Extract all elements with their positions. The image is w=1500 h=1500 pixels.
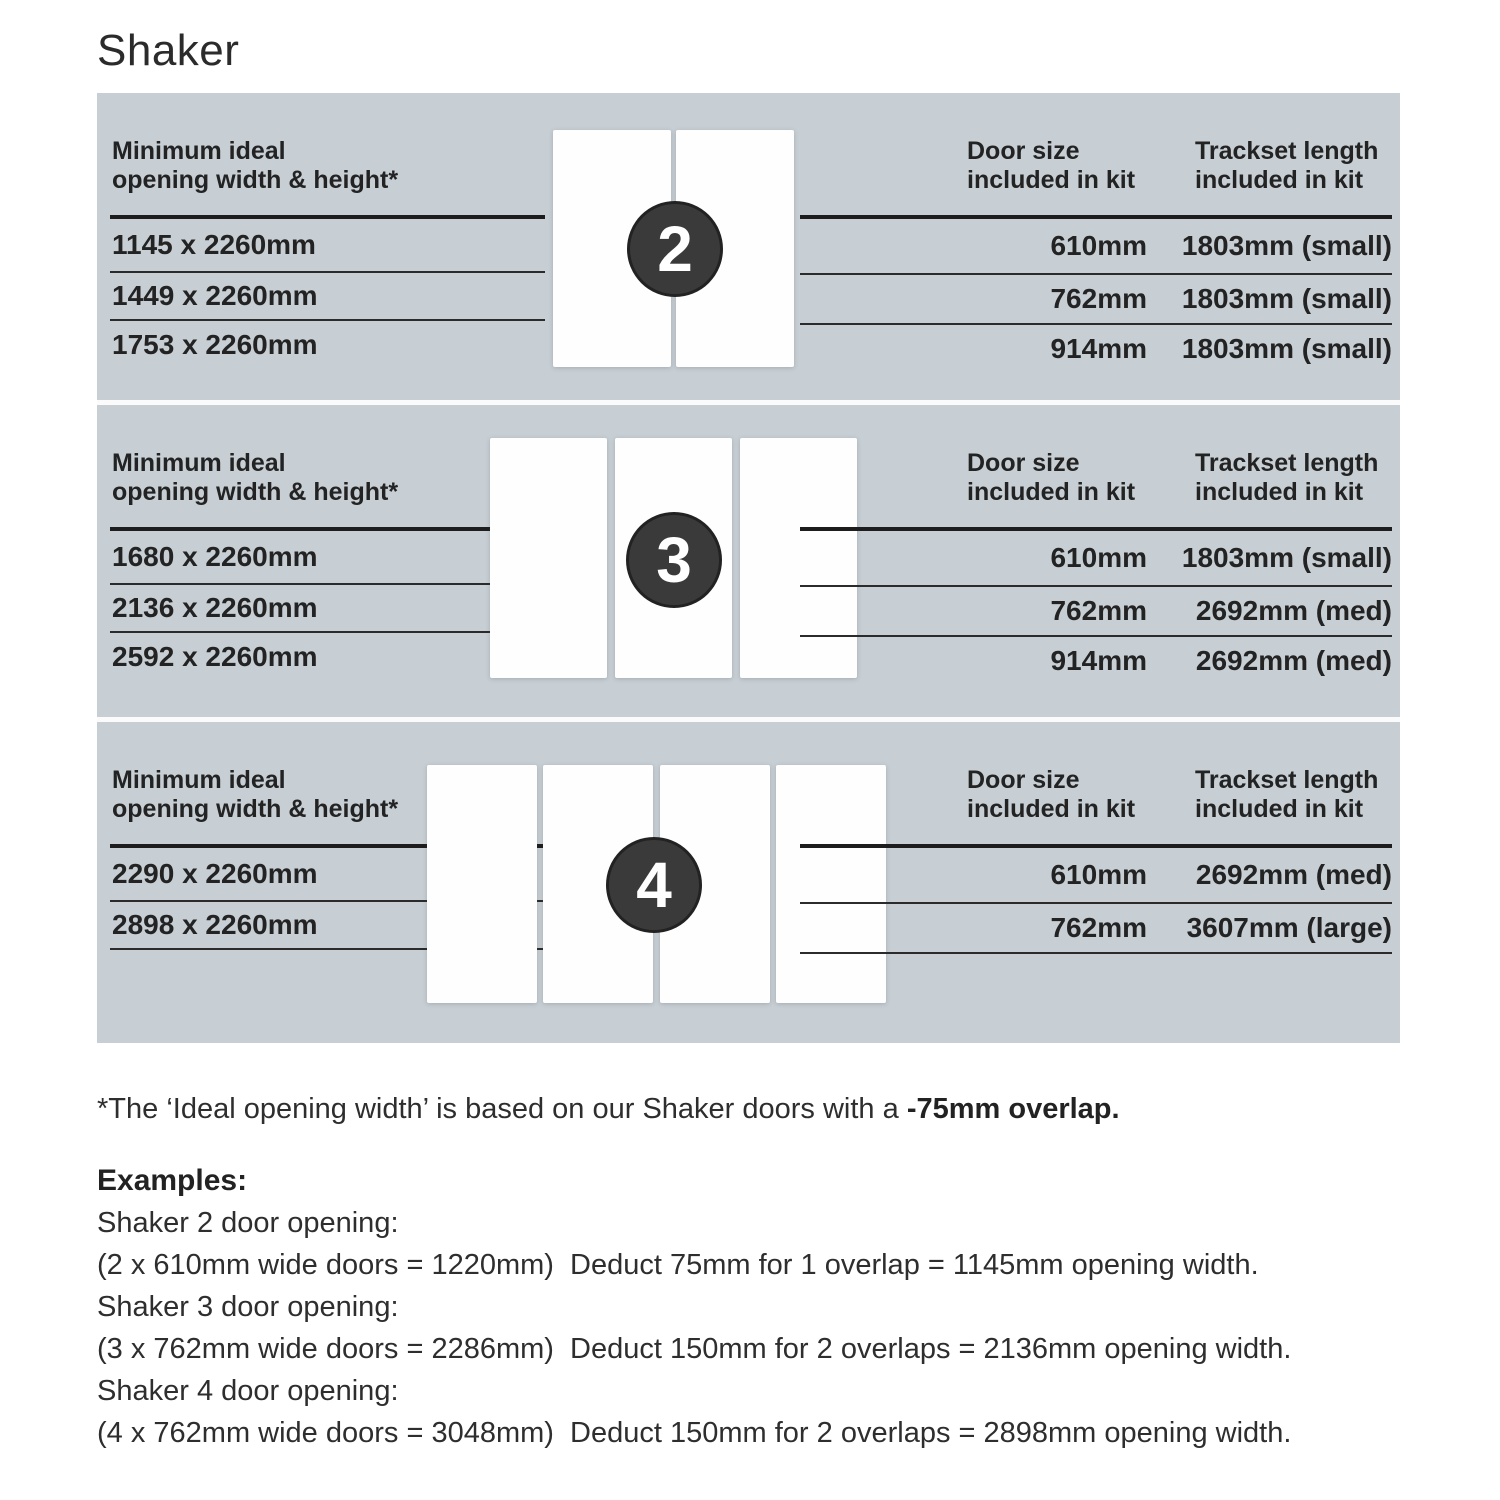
door-size-header xyxy=(967,449,1135,507)
trackset-header-line2: included in kit xyxy=(1195,478,1364,506)
trackset-value: 2692mm (med) xyxy=(1195,859,1392,890)
door-size-value: 610mm xyxy=(1050,230,1147,261)
table-row: 1145 x 2260mm xyxy=(110,219,545,273)
page-title: Shaker xyxy=(97,26,240,75)
opening-size-header-line2: opening width & height* xyxy=(112,795,399,823)
trackset-value: 1803mm (small) xyxy=(1181,333,1392,364)
door-size-header xyxy=(967,766,1135,824)
trackset-header-line2: included in kit xyxy=(1195,166,1364,194)
trackset-value: 3607mm (large) xyxy=(1186,912,1392,943)
door-size-header xyxy=(967,137,1135,195)
door-size-header-line1: Door size xyxy=(967,449,1080,477)
kit-rows xyxy=(800,219,1392,373)
trackset-header-line1: Trackset length xyxy=(1195,137,1379,165)
door-size-header-line1: Door size xyxy=(967,766,1080,794)
opening-size-rows xyxy=(110,219,545,369)
footnote xyxy=(97,1088,1120,1130)
door-size-header-line1: Door size xyxy=(967,137,1080,165)
opening-size-rows xyxy=(110,531,545,681)
door-count-badge: 3 xyxy=(626,512,722,608)
example-detail: (2 x 610mm wide doors = 1220mm) Deduct 75mm for 1 overlap = 1145mm opening width. xyxy=(97,1249,1259,1281)
opening-size-header-line2: opening width & height* xyxy=(112,478,399,506)
door-size-header-line2: included in kit xyxy=(967,478,1136,506)
footnote-bold-text: -75mm overlap. xyxy=(906,1093,1120,1125)
table-row xyxy=(800,325,1392,373)
kit-table xyxy=(800,405,1392,717)
example-detail: (3 x 762mm wide doors = 2286mm) Deduct 150mm for 2 overlaps = 2136mm opening width. xyxy=(97,1333,1292,1365)
kit-table xyxy=(800,93,1392,400)
door-size-header-line2: included in kit xyxy=(967,795,1136,823)
opening-size-table xyxy=(110,405,545,717)
trackset-header-line1: Trackset length xyxy=(1195,449,1379,477)
examples-heading: Examples: xyxy=(97,1164,248,1197)
door-size-value: 610mm xyxy=(1050,859,1147,890)
table-row: 1680 x 2260mm xyxy=(110,531,545,585)
table-row xyxy=(800,275,1392,325)
section-3-door xyxy=(97,405,1400,717)
example-label: Shaker 4 door opening: xyxy=(97,1375,399,1407)
trackset-header xyxy=(1195,766,1378,824)
door-size-value: 914mm xyxy=(1050,645,1147,676)
table-row: 1753 x 2260mm xyxy=(112,329,318,360)
opening-size-header-line1: Minimum ideal xyxy=(112,766,286,794)
door-panel xyxy=(427,765,537,1003)
door-size-value: 914mm xyxy=(1050,333,1147,364)
door-panel xyxy=(490,438,607,678)
trackset-value: 1803mm (small) xyxy=(1181,230,1392,261)
example-label: Shaker 3 door opening: xyxy=(97,1291,399,1323)
table-row: 1449 x 2260mm xyxy=(110,273,545,321)
table-row xyxy=(800,848,1392,904)
section-2-door xyxy=(97,93,1400,400)
door-size-value: 762mm xyxy=(1050,912,1147,943)
door-size-value: 762mm xyxy=(1050,283,1147,314)
trackset-header xyxy=(1195,137,1378,195)
opening-size-table xyxy=(110,93,545,400)
table-row xyxy=(800,587,1392,637)
doors-illustration-2 xyxy=(553,130,794,367)
table-row: 2592 x 2260mm xyxy=(112,641,318,672)
opening-size-header xyxy=(112,137,398,195)
opening-size-header-line1: Minimum ideal xyxy=(112,449,286,477)
table-row xyxy=(800,904,1392,954)
trackset-value: 1803mm (small) xyxy=(1181,283,1392,314)
kit-table xyxy=(800,722,1392,1043)
example-detail: (4 x 762mm wide doors = 3048mm) Deduct 150mm for 2 overlaps = 2898mm opening width. xyxy=(97,1417,1292,1449)
table-row: 2290 x 2260mm xyxy=(110,848,545,902)
opening-size-header xyxy=(112,766,398,824)
kit-rows xyxy=(800,531,1392,685)
trackset-value: 2692mm (med) xyxy=(1195,645,1392,676)
trackset-header-line2: included in kit xyxy=(1195,795,1364,823)
examples-block xyxy=(97,1160,1291,1454)
door-count-badge: 4 xyxy=(606,837,702,933)
trackset-value: 1803mm (small) xyxy=(1181,542,1392,573)
table-row xyxy=(800,531,1392,587)
opening-size-header-line2: opening width & height* xyxy=(112,166,399,194)
opening-size-header xyxy=(112,449,398,507)
kit-rows xyxy=(800,848,1392,954)
example-label: Shaker 2 door opening: xyxy=(97,1207,399,1239)
trackset-header xyxy=(1195,449,1378,507)
door-size-value: 762mm xyxy=(1050,595,1147,626)
trackset-header-line1: Trackset length xyxy=(1195,766,1379,794)
table-row: 2898 x 2260mm xyxy=(110,902,545,950)
door-size-value: 610mm xyxy=(1050,542,1147,573)
spec-tables-block xyxy=(97,93,1400,1043)
door-count-badge: 2 xyxy=(627,201,723,297)
opening-size-header-line1: Minimum ideal xyxy=(112,137,286,165)
door-size-header-line2: included in kit xyxy=(967,166,1136,194)
table-row xyxy=(800,219,1392,275)
trackset-value: 2692mm (med) xyxy=(1195,595,1392,626)
section-4-door xyxy=(97,722,1400,1043)
table-row: 2136 x 2260mm xyxy=(110,585,545,633)
table-row xyxy=(800,637,1392,685)
footnote-text: *The ‘Ideal opening width’ is based on our Shaker doors with a xyxy=(97,1093,907,1125)
